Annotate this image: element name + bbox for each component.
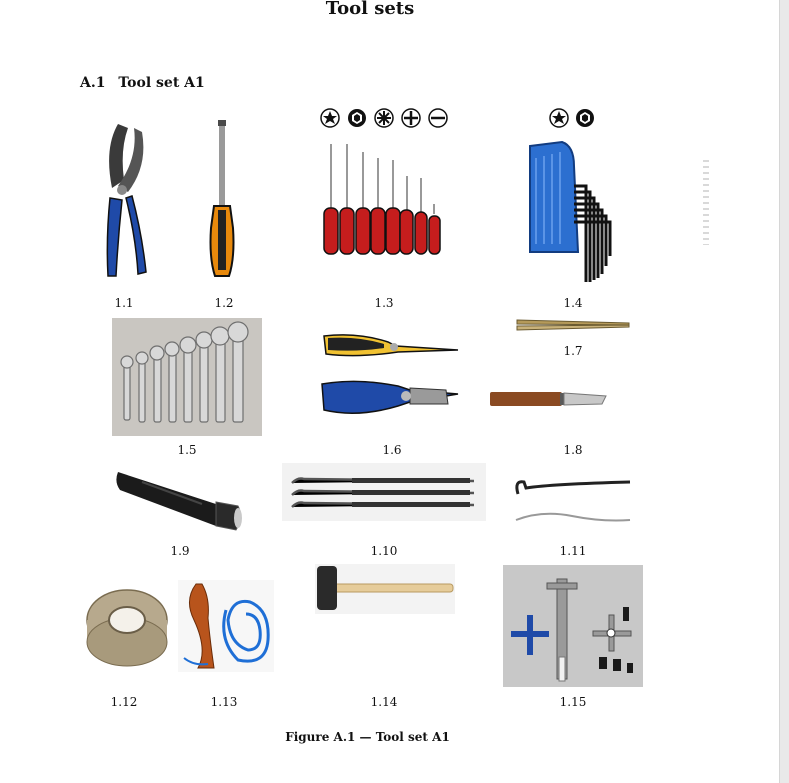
tweezers-image (515, 316, 633, 332)
hook-set-image (282, 463, 486, 521)
section-number: A.1 (80, 75, 106, 91)
phillips-symbol-icon (402, 109, 420, 127)
knife-image (490, 388, 610, 410)
item-label: 1.13 (210, 695, 238, 709)
hex-symbol-icon (348, 109, 366, 127)
item-label: 1.8 (563, 443, 583, 457)
hex-key-set-image (522, 106, 632, 288)
scan-artifact (703, 160, 709, 245)
page-title: Tool sets (325, 0, 415, 19)
figure-caption: Figure A.1 — Tool set A1 (285, 730, 450, 744)
item-label: 1.14 (370, 695, 398, 709)
item-label: 1.15 (559, 695, 587, 709)
item-label: 1.1 (114, 296, 134, 310)
item-label: 1.5 (177, 443, 197, 457)
mallet-image (315, 564, 455, 614)
item-label: 1.4 (563, 296, 583, 310)
tape-roll-image (84, 586, 170, 670)
page-edge (779, 0, 789, 783)
torch-image (112, 462, 246, 534)
hex-symbol-icon (576, 109, 594, 127)
pozidriv-symbol-icon (375, 109, 393, 127)
item-label: 1.11 (559, 544, 587, 558)
spanner-set-image (112, 318, 262, 436)
section-title: Tool set A1 (118, 75, 205, 91)
torx-symbol-icon (550, 109, 568, 127)
pliers-image (318, 328, 464, 428)
wire-tool-image (512, 474, 634, 526)
item-label: 1.6 (382, 443, 402, 457)
item-label: 1.3 (374, 296, 394, 310)
item-label: 1.2 (214, 296, 234, 310)
screwdriver-image (205, 118, 239, 280)
item-label: 1.7 (563, 344, 583, 358)
item-label: 1.12 (110, 695, 138, 709)
item-label: 1.9 (170, 544, 190, 558)
utility-key-image (503, 565, 643, 687)
cord-image (178, 580, 274, 672)
screwdriver-set-image (320, 108, 452, 260)
water-pump-pliers-image (98, 118, 150, 280)
torx-symbol-icon (321, 109, 339, 127)
item-label: 1.10 (370, 544, 398, 558)
slotted-symbol-icon (429, 109, 447, 127)
section-heading (80, 75, 205, 91)
